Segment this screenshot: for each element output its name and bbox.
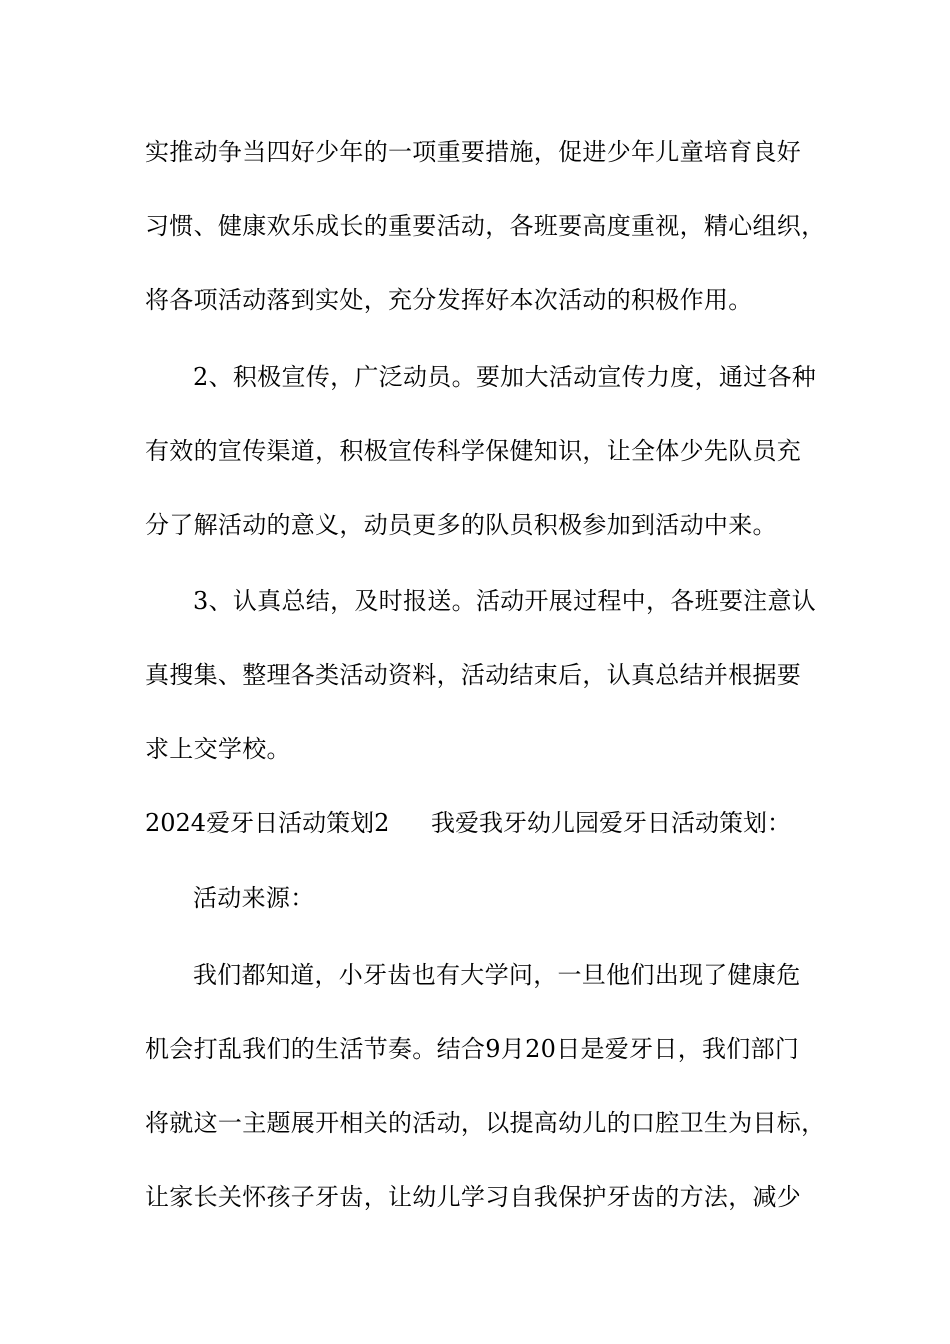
- paragraph-line: 真搜集、整理各类活动资料，活动结束后，认真总结并根据要: [145, 661, 802, 689]
- paragraph-line: 分了解活动的意义，动员更多的队员积极参加到活动中来。: [145, 511, 777, 539]
- paragraph-line: 2、积极宣传，广泛动员。要加大活动宣传力度，通过各种: [193, 363, 817, 391]
- paragraph-line: 活动来源：: [193, 884, 315, 912]
- paragraph-line: 我们都知道，小牙齿也有大学问，一旦他们出现了健康危: [193, 961, 801, 989]
- paragraph-line: 习惯、健康欢乐成长的重要活动，各班要高度重视，精心组织，: [145, 212, 826, 240]
- paragraph-line: 让家长关怀孩子牙齿，让幼儿学习自我保护牙齿的方法，减少: [145, 1183, 802, 1211]
- paragraph-line: 将各项活动落到实处，充分发挥好本次活动的积极作用。: [145, 286, 753, 314]
- section-heading: 2024爱牙日活动策划2: [145, 809, 390, 837]
- paragraph-line: 3、认真总结，及时报送。活动开展过程中，各班要注意认: [193, 587, 817, 615]
- paragraph-line: 机会打乱我们的生活节奏。结合9月20日是爱牙日，我们部门: [145, 1035, 800, 1063]
- paragraph-line: 将就这一主题展开相关的活动，以提高幼儿的口腔卫生为目标，: [145, 1109, 826, 1137]
- paragraph-line: 求上交学校。: [145, 735, 291, 763]
- paragraph-line: 有效的宣传渠道，积极宣传科学保健知识，让全体少先队员充: [145, 437, 802, 465]
- paragraph-line: 实推动争当四好少年的一项重要措施，促进少年儿童培育良好: [145, 138, 802, 166]
- section-subtitle: 我爱我牙幼儿园爱牙日活动策划：: [431, 809, 791, 837]
